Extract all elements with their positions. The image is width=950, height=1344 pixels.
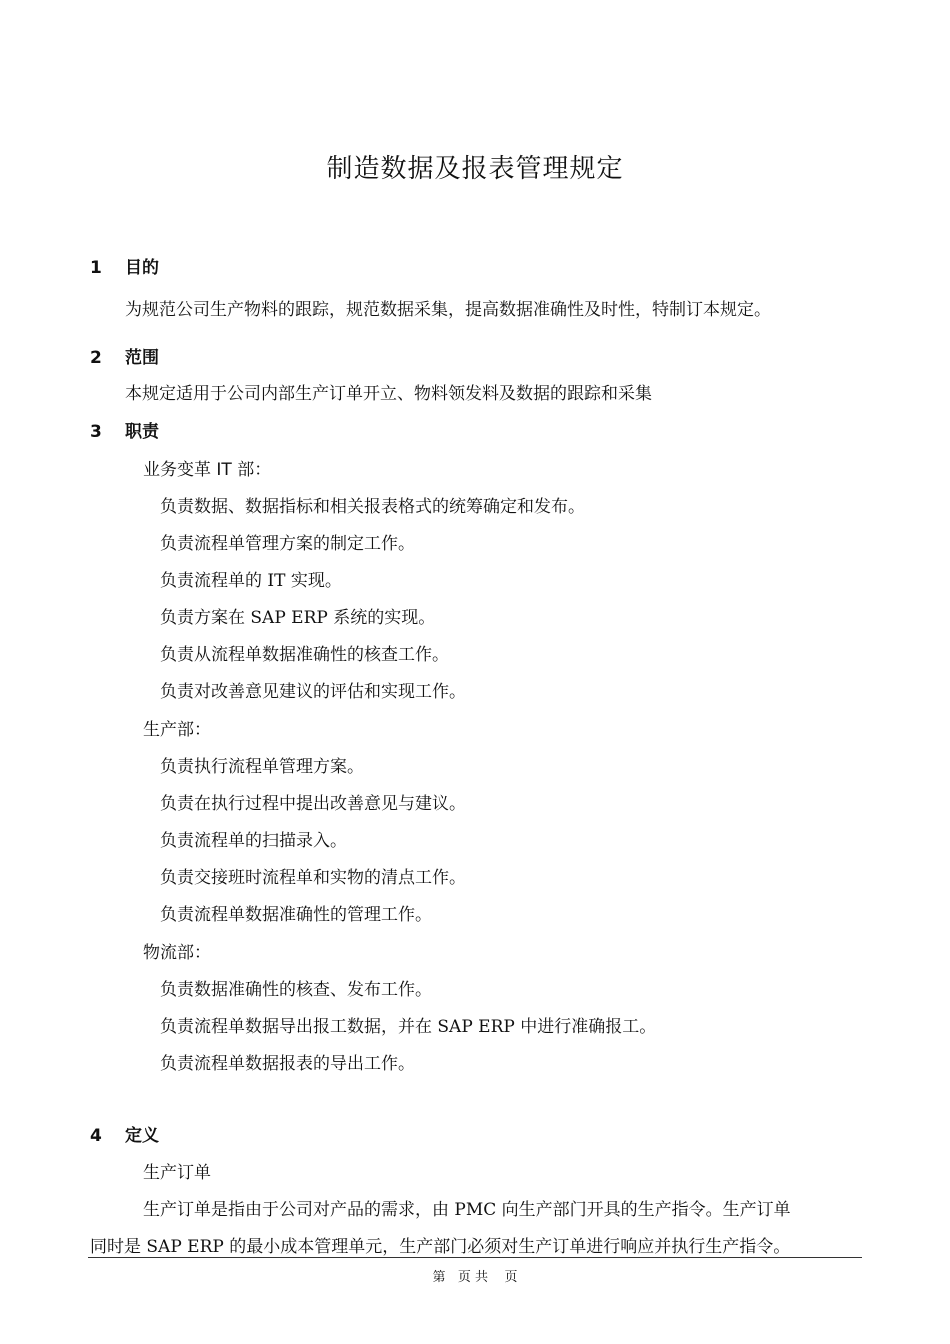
page-footer: 第 页 共 页 (432, 1270, 518, 1285)
list-item: 负责流程单的扫描录入。 (160, 831, 347, 851)
section-title: 范围 (125, 348, 159, 368)
section-paragraph-purpose: 为规范公司生产物料的跟踪，规范数据采集，提高数据准确性及时性，特制订本规定。 (125, 300, 771, 320)
footer-divider (88, 1257, 862, 1258)
list-item: 负责在执行过程中提出改善意见与建议。 (160, 794, 466, 814)
section-heading-purpose (90, 253, 159, 278)
group-heading-it-dept: 业务变革 IT 部： (143, 460, 272, 480)
group-heading-production-dept: 生产部： (143, 720, 211, 740)
section-number: 2 (90, 348, 102, 368)
document-title: 制造数据及报表管理规定 (326, 154, 624, 184)
section-title: 职责 (125, 422, 159, 442)
section-number: 1 (90, 258, 102, 278)
list-item: 负责流程单数据报表的导出工作。 (160, 1054, 415, 1074)
list-item: 负责从流程单数据准确性的核查工作。 (160, 645, 449, 665)
section-number: 3 (90, 422, 102, 442)
section-heading-scope (90, 343, 159, 368)
definition-text-line: 生产订单是指由于公司对产品的需求，由 PMC 向生产部门开具的生产指令。生产订单 (143, 1200, 791, 1220)
list-item: 负责流程单数据导出报工数据，并在 SAP ERP 中进行准确报工。 (160, 1017, 657, 1037)
section-title: 定义 (125, 1126, 159, 1146)
list-item: 负责数据准确性的核查、发布工作。 (160, 980, 432, 1000)
group-heading-logistics-dept: 物流部： (143, 943, 211, 963)
section-heading-definitions (90, 1121, 159, 1146)
section-title: 目的 (125, 258, 159, 278)
list-item: 负责流程单管理方案的制定工作。 (160, 534, 415, 554)
section-number: 4 (90, 1126, 102, 1146)
list-item: 负责执行流程单管理方案。 (160, 757, 364, 777)
definition-text-line: 同时是 SAP ERP 的最小成本管理单元，生产部门必须对生产订单进行响应并执行生产指令。 (90, 1237, 791, 1257)
list-item: 负责流程单数据准确性的管理工作。 (160, 905, 432, 925)
section-paragraph-scope: 本规定适用于公司内部生产订单开立、物料领发料及数据的跟踪和采集 (125, 384, 652, 404)
list-item: 负责对改善意见建议的评估和实现工作。 (160, 682, 466, 702)
list-item: 负责方案在 SAP ERP 系统的实现。 (160, 608, 436, 628)
section-heading-responsibilities (90, 417, 159, 442)
list-item: 负责流程单的 IT 实现。 (160, 571, 342, 591)
definition-term: 生产订单 (143, 1163, 211, 1183)
list-item: 负责数据、数据指标和相关报表格式的统筹确定和发布。 (160, 497, 585, 517)
list-item: 负责交接班时流程单和实物的清点工作。 (160, 868, 466, 888)
